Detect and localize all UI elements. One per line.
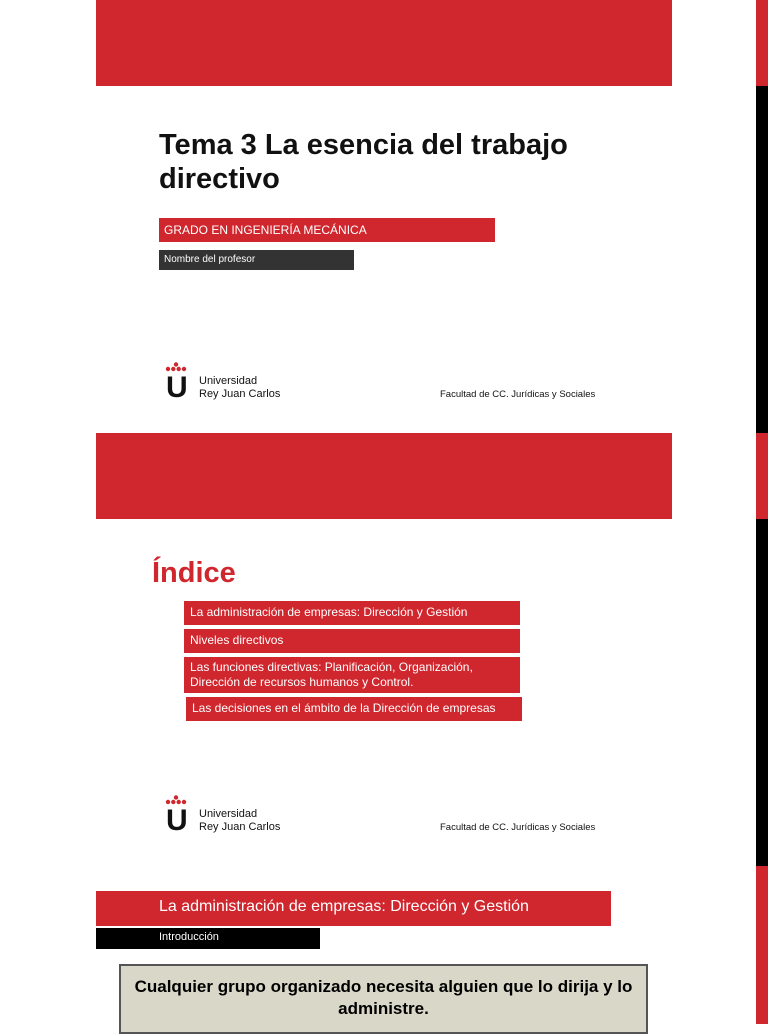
slide1-header-band	[96, 0, 672, 86]
edge-strip-black	[756, 86, 768, 433]
slide1-title: Tema 3 La esencia del trabajo directivo	[159, 129, 568, 195]
edge-strip-red	[756, 433, 768, 519]
slide2-header-band	[96, 433, 672, 519]
edge-strip-red	[756, 866, 768, 1024]
professor-label: Nombre del profesor	[159, 250, 354, 270]
faculty-label: Facultad de CC. Jurídicas y Sociales	[440, 389, 596, 400]
logo-line2: Rey Juan Carlos	[199, 388, 281, 400]
edge-strip-red	[756, 0, 768, 86]
index-item: Las decisiones en el ámbito de la Dirección de empresas	[186, 697, 522, 721]
university-logo	[163, 362, 303, 406]
logo-line2: Rey Juan Carlos	[199, 821, 281, 833]
index-item: Niveles directivos	[184, 629, 520, 653]
logo-line1: Universidad	[199, 375, 258, 387]
logo-letter: U	[166, 371, 188, 404]
index-item: Las funciones directivas: Planificación, Organización, Dirección de recursos humanos y Control.	[184, 657, 520, 693]
faculty-label: Facultad de CC. Jurídicas y Sociales	[440, 822, 596, 833]
logo-text	[199, 808, 280, 834]
index-heading: Índice	[152, 557, 236, 589]
logo-letter: U	[166, 804, 188, 837]
slide3-subtitle: Introducción	[96, 928, 320, 949]
university-logo	[163, 795, 303, 839]
slide3-title: La administración de empresas: Dirección y Gestión	[96, 891, 611, 926]
edge-strip-black	[756, 519, 768, 866]
callout-box: Cualquier grupo organizado necesita alguien que lo dirija y lo administre.	[119, 964, 648, 1034]
logo-text	[199, 375, 280, 401]
logo-line1: Universidad	[199, 808, 258, 820]
degree-label: GRADO EN INGENIERÍA MECÁNICA	[159, 218, 495, 242]
index-item: La administración de empresas: Dirección y Gestión	[184, 601, 520, 625]
